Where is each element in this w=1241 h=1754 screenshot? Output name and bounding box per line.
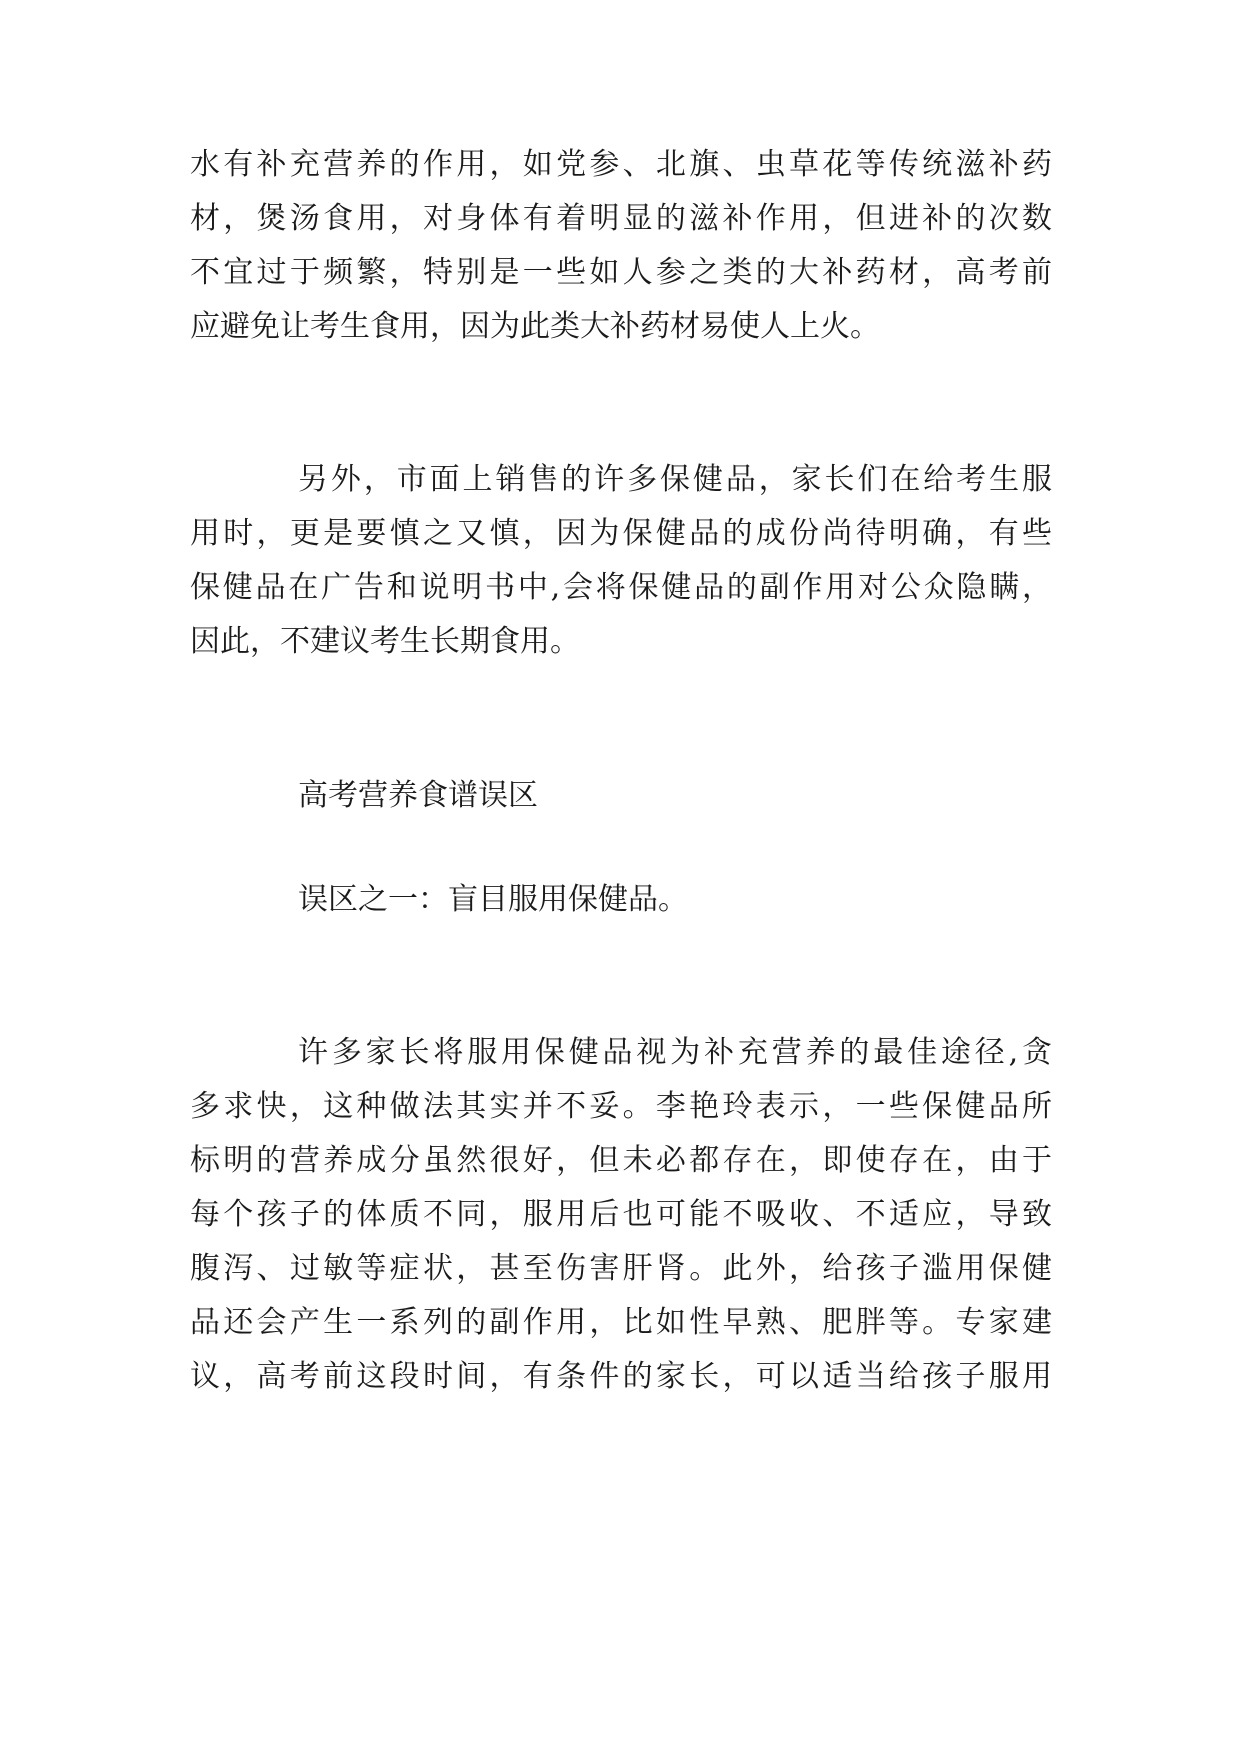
paragraph-line: 不宜过于频繁，特别是一些如人参之类的大补药材，高考前	[190, 255, 1052, 290]
paragraph-line: 多求快，这种做法其实并不妥。李艳玲表示，一些保健品所	[190, 1089, 1052, 1124]
paragraph-line: 每个孩子的体质不同，服用后也可能不吸收、不适应，导致	[190, 1197, 1052, 1232]
paragraph-line: 应避免让考生食用，因为此类大补药材易使人上火。	[190, 309, 880, 344]
paragraph-line: 议，高考前这段时间，有条件的家长，可以适当给孩子服用	[190, 1359, 1052, 1394]
paragraph-line: 因此，不建议考生长期食用。	[190, 624, 580, 659]
paragraph-line: 另外，市面上销售的许多保健品，家长们在给考生服	[298, 462, 1052, 497]
paragraph-line: 许多家长将服用保健品视为补充营养的最佳途径,贪	[298, 1035, 1052, 1070]
paragraph-line: 腹泻、过敏等症状，甚至伤害肝肾。此外，给孩子滥用保健	[190, 1251, 1052, 1286]
paragraph-line: 品还会产生一系列的副作用，比如性早熟、肥胖等。专家建	[190, 1305, 1052, 1340]
section-title: 高考营养食谱误区	[298, 778, 538, 813]
paragraph-line: 标明的营养成分虽然很好，但未必都存在，即使存在，由于	[190, 1143, 1052, 1178]
paragraph-line: 保健品在广告和说明书中,会将保健品的副作用对公众隐瞒，	[190, 570, 1052, 605]
paragraph-line: 用时，更是要慎之又慎，因为保健品的成份尚待明确，有些	[190, 516, 1052, 551]
paragraph-line: 水有补充营养的作用，如党参、北旗、虫草花等传统滋补药	[190, 147, 1052, 182]
paragraph-line: 材，煲汤食用，对身体有着明显的滋补作用，但进补的次数	[190, 201, 1052, 236]
subheading: 误区之一：盲目服用保健品。	[298, 882, 688, 917]
